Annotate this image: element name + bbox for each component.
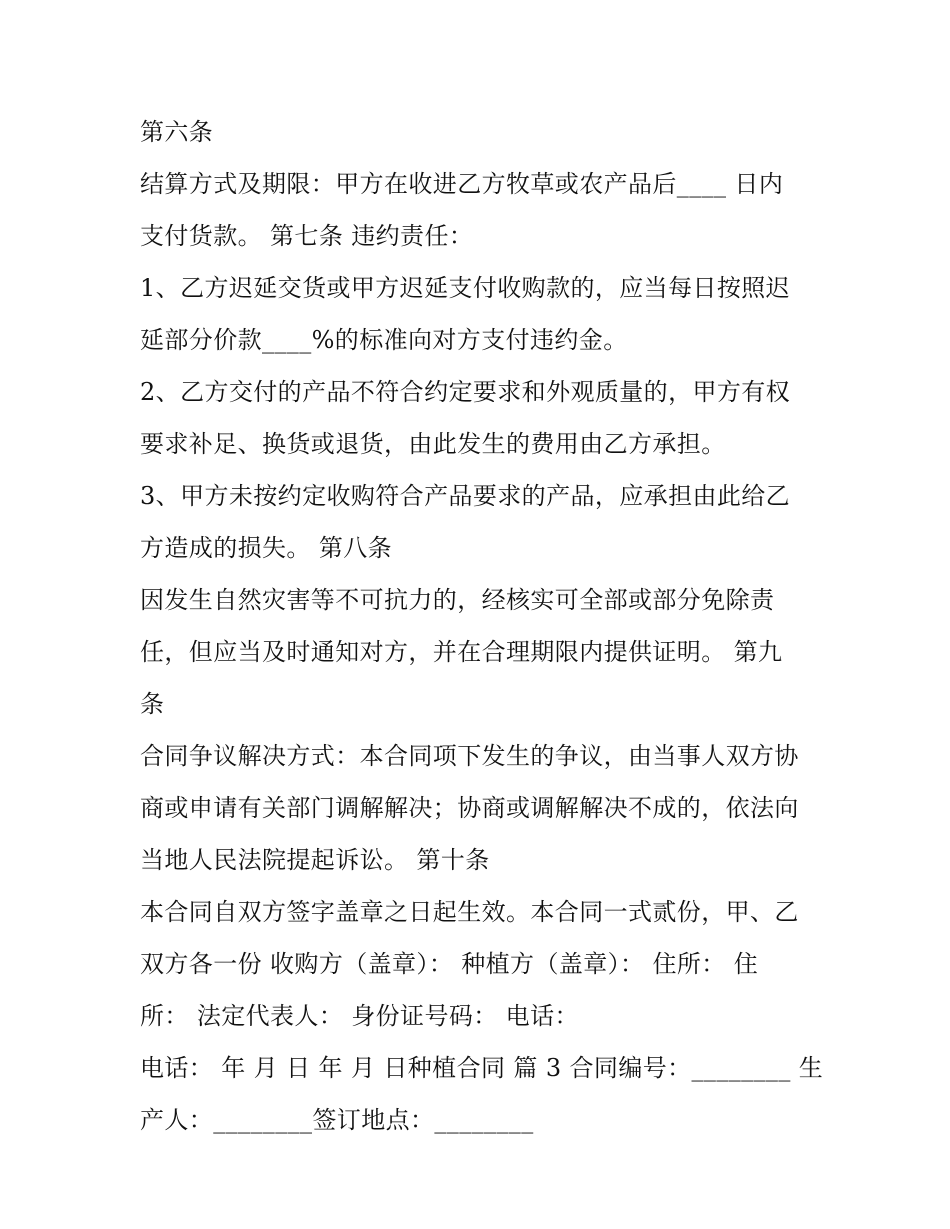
- text-line: 要求补足、换货或退货，由此发生的费用由乙方承担。: [140, 430, 726, 458]
- document-body: [140, 106, 824, 1146]
- text-line: 3、甲方未按约定收购符合产品要求的产品，应承担由此给乙: [140, 482, 791, 510]
- text-line: 电话： 年 月 日 年 月 日种植合同 篇 3 合同编号：________ 生: [140, 1054, 824, 1082]
- text-line: 任，但应当及时通知对方，并在合理期限内提供证明。 第九: [140, 638, 783, 666]
- text-line: 1、乙方迟延交货或甲方迟延支付收购款的，应当每日按照迟: [140, 274, 791, 302]
- text-line: 延部分价款____%的标准向对方支付违约金。: [140, 326, 628, 354]
- text-line: 支付货款。 第七条 违约责任：: [140, 222, 474, 250]
- text-line: 方造成的损失。 第八条: [140, 534, 393, 562]
- text-line: 合同争议解决方式：本合同项下发生的争议，由当事人双方协: [140, 742, 799, 770]
- text-line: 产人：________签订地点：________: [140, 1106, 534, 1134]
- text-line: 因发生自然灾害等不可抗力的，经核实可全部或部分免除责: [140, 586, 775, 614]
- text-line: 双方各一份 收购方（盖章）： 种植方（盖章）： 住所： 住: [140, 950, 759, 978]
- text-line: 商或申请有关部门调解解决；协商或调解解决不成的，依法向: [140, 794, 799, 822]
- text-line: 条: [140, 690, 165, 718]
- text-line: 当地人民法院提起诉讼。 第十条: [140, 846, 490, 874]
- text-line: 所： 法定代表人： 身份证号码： 电话：: [140, 1002, 579, 1030]
- text-line: 第六条: [140, 118, 214, 146]
- text-line: 本合同自双方签字盖章之日起生效。本合同一式贰份，甲、乙: [140, 898, 799, 926]
- text-line: 2、乙方交付的产品不符合约定要求和外观质量的，甲方有权: [140, 378, 791, 406]
- text-line: 结算方式及期限：甲方在收进乙方牧草或农产品后____ 日内: [140, 170, 784, 198]
